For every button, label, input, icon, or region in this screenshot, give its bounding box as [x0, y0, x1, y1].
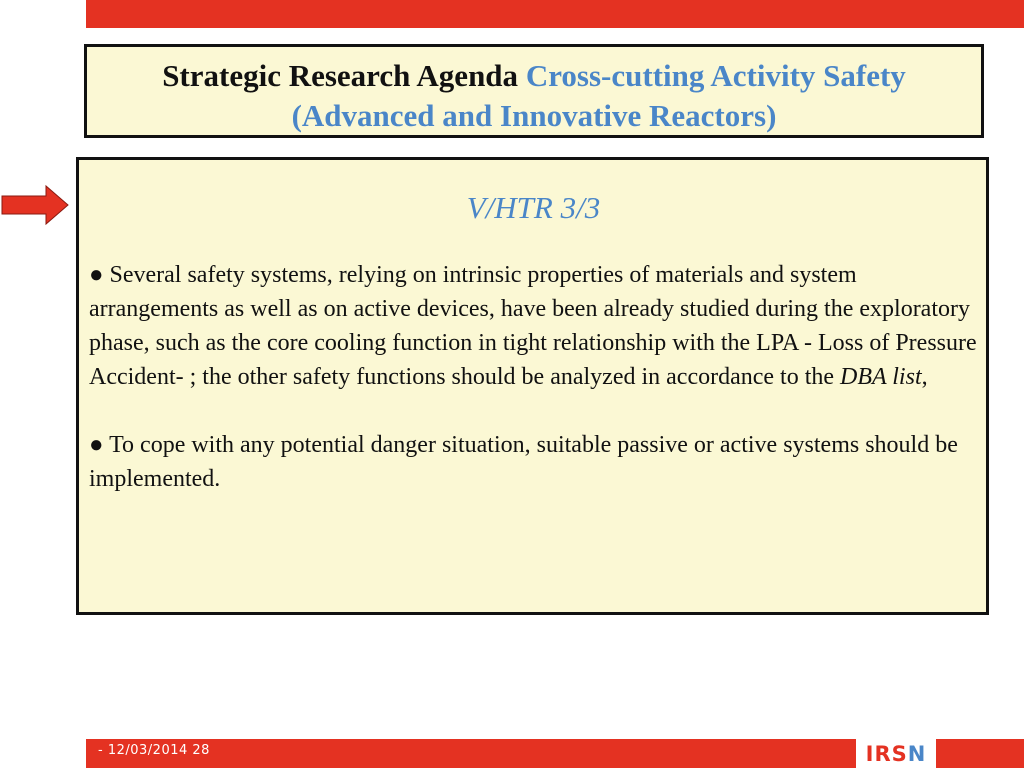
title-highlight: Cross-cutting Activity Safety (Advanced and Innovative Reactors): [291, 58, 906, 133]
logo-n: N: [907, 741, 927, 766]
bullet-paragraph-2: ● To cope with any potential danger situation, suitable passive or active systems should be implemented.: [89, 432, 958, 492]
title-prefix: Strategic Research Agenda: [162, 58, 519, 93]
slide-title: [84, 44, 984, 138]
bullet-1-italic: DBA list: [840, 364, 922, 390]
bullet-paragraph-1: [89, 258, 978, 394]
logo-main: IRS: [865, 741, 908, 766]
content-panel: [76, 157, 989, 615]
paragraph-gap: [89, 394, 978, 428]
footer-date-page: - 12/03/2014 28: [98, 743, 210, 758]
red-arrow-icon: [0, 184, 70, 226]
irsn-logo: [856, 739, 936, 768]
bullet-1-end: ,: [921, 364, 928, 390]
bullet-1-text: ● Several safety systems, relying on intrinsic properties of materials and system arrangements as well as on active devices, have been already studied during the exploratory phase, such as the core cooling function in tight relationship with the LPA - Loss of Pressure Accident- ; the other safety functions should be analyzed in accordance to the: [89, 262, 977, 390]
top-red-bar: [86, 0, 1024, 28]
section-subtitle: V/HTR 3/3: [466, 190, 601, 225]
logo-text: [866, 742, 927, 766]
